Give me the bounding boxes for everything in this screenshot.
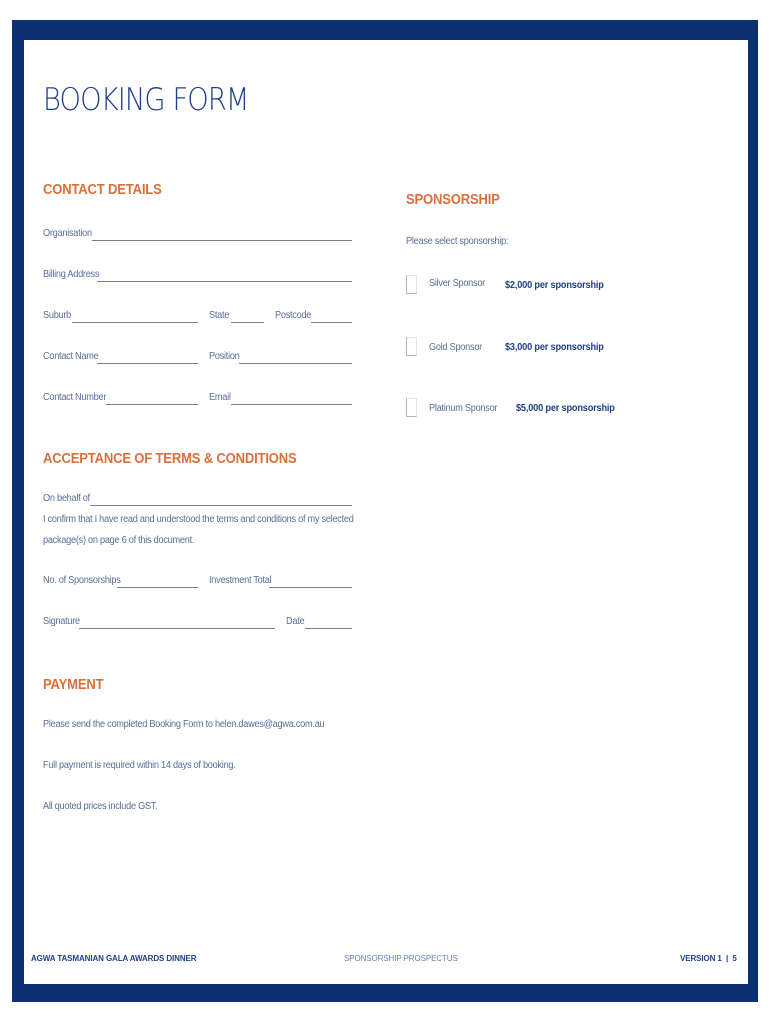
suburb-field[interactable] xyxy=(72,322,198,323)
silver-sponsor-checkbox[interactable] xyxy=(406,275,417,294)
organisation-field[interactable] xyxy=(92,240,352,241)
email-field[interactable] xyxy=(231,404,352,405)
postcode-label: Postcode xyxy=(275,310,312,321)
contact-number-field[interactable] xyxy=(106,404,198,405)
on-behalf-label: On behalf of xyxy=(43,493,90,504)
confirm-text-line2: package(s) on page 6 of this document. xyxy=(43,535,195,546)
sponsorship-instruction: Please select sponsorship: xyxy=(406,236,509,247)
billing-address-field[interactable] xyxy=(97,281,352,282)
no-sponsorships-label: No. of Sponsorships xyxy=(43,575,121,586)
position-label: Position xyxy=(209,351,240,362)
gold-sponsor-label: Gold Sponsor xyxy=(429,342,482,353)
platinum-sponsor-checkbox[interactable] xyxy=(406,398,417,417)
signature-label: Signature xyxy=(43,616,80,627)
payment-heading: PAYMENT xyxy=(43,677,104,693)
sponsorship-heading: SPONSORSHIP xyxy=(406,192,500,208)
investment-total-field[interactable] xyxy=(269,587,352,588)
postcode-field[interactable] xyxy=(311,322,352,323)
silver-sponsor-price: $2,000 per sponsorship xyxy=(505,280,604,291)
date-field[interactable] xyxy=(305,628,352,629)
terms-heading: ACCEPTANCE OF TERMS & CONDITIONS xyxy=(43,451,297,467)
on-behalf-field[interactable] xyxy=(90,505,352,506)
booking-form-page xyxy=(24,40,748,984)
payment-terms: Full payment is required within 14 days of booking. xyxy=(43,760,236,771)
billing-address-label: Billing Address xyxy=(43,269,100,280)
state-label: State xyxy=(209,310,230,321)
confirm-text-line1: I confirm that I have read and understood the terms and conditions of my selected xyxy=(43,514,354,525)
suburb-label: Suburb xyxy=(43,310,72,321)
gold-sponsor-price: $3,000 per sponsorship xyxy=(505,342,604,353)
platinum-sponsor-price: $5,000 per sponsorship xyxy=(516,403,615,414)
contact-name-field[interactable] xyxy=(97,363,198,364)
position-field[interactable] xyxy=(239,363,352,364)
footer-document-name: SPONSORSHIP PROSPECTUS xyxy=(344,954,458,963)
platinum-sponsor-label: Platinum Sponsor xyxy=(429,403,498,414)
payment-instruction: Please send the completed Booking Form to helen.dawes@agwa.com.au xyxy=(43,719,325,730)
silver-sponsor-label: Silver Sponsor xyxy=(429,278,485,289)
signature-field[interactable] xyxy=(79,628,275,629)
footer-event-name: AGWA TASMANIAN GALA AWARDS DINNER xyxy=(31,954,197,963)
contact-details-heading: CONTACT DETAILS xyxy=(43,182,162,198)
no-sponsorships-field[interactable] xyxy=(117,587,198,588)
email-label: Email xyxy=(209,392,231,403)
investment-total-label: Investment Total xyxy=(209,575,272,586)
gst-note: All quoted prices include GST. xyxy=(43,801,158,812)
date-label: Date xyxy=(286,616,305,627)
page-title: BOOKING FORM xyxy=(43,82,249,118)
organisation-label: Organisation xyxy=(43,228,92,239)
footer-version-page: VERSION 1 | 5 xyxy=(680,954,737,963)
gold-sponsor-checkbox[interactable] xyxy=(406,337,417,356)
state-field[interactable] xyxy=(231,322,264,323)
contact-name-label: Contact Name xyxy=(43,351,99,362)
contact-number-label: Contact Number xyxy=(43,392,107,403)
